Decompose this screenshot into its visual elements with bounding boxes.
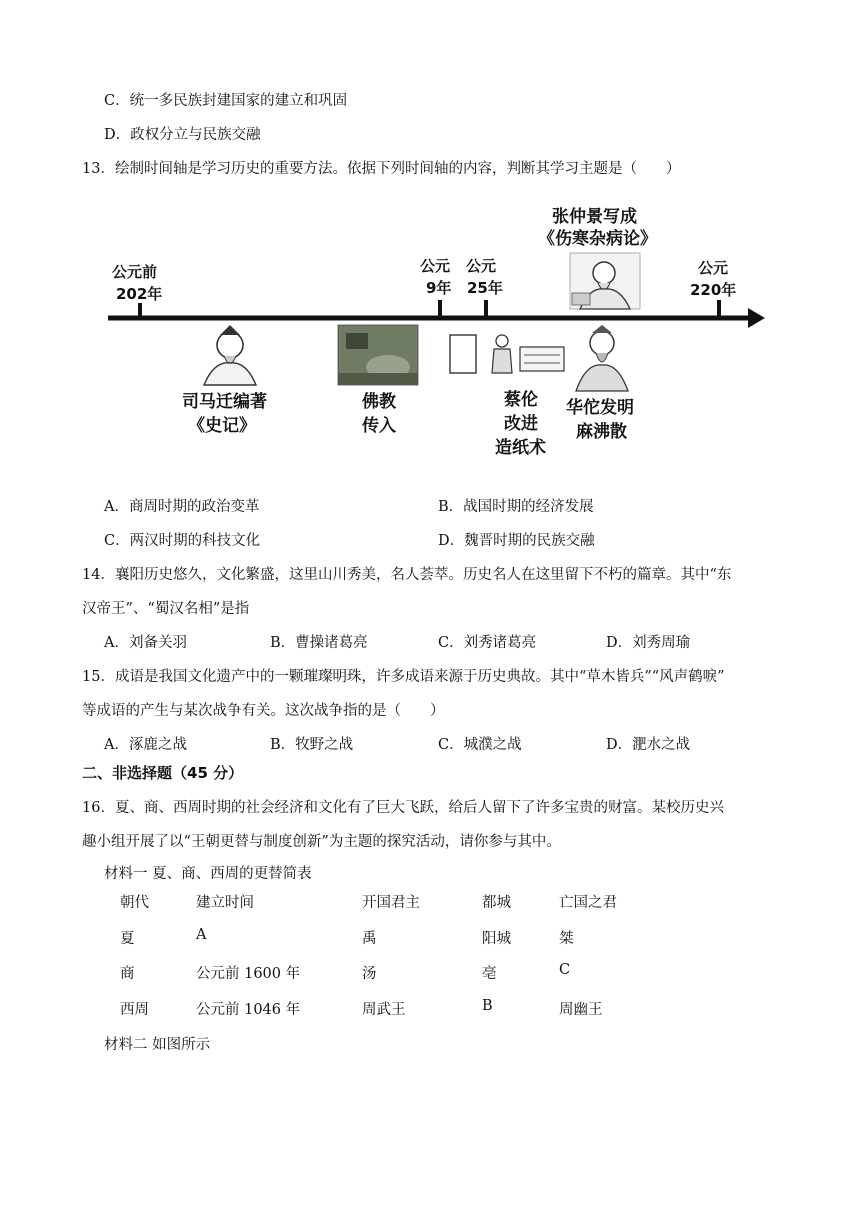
q15-option-d: D．淝水之战	[606, 737, 691, 753]
table-header-cell: 朝代	[120, 895, 149, 911]
q14-stem-line1: 14．襄阳历史悠久，文化繁盛，这里山川秀美，名人荟萃。历史名人在这里留下不朽的篇章。其中“东	[82, 567, 732, 583]
q13-option-d: D．魏晋时期的民族交融	[438, 533, 595, 549]
q12-option-c: C．统一多民族封建国家的建立和巩固	[104, 93, 348, 109]
q13-option-a: A．商周时期的政治变革	[104, 499, 260, 515]
label-huatuo-line1: 华佗发明	[566, 398, 634, 418]
q15-stem-line1: 15．成语是我国文化遗产中的一颗璀璨明珠，许多成语来源于历史典故。其中“草木皆兵”“风声鹤唳”	[82, 669, 725, 685]
year-25-line1: 公元	[466, 257, 497, 275]
label-cailun-line2: 改进	[504, 414, 538, 434]
table-cell: 禹	[362, 931, 377, 947]
table-header-cell: 亡国之君	[559, 895, 617, 911]
table-header-cell: 建立时间	[196, 895, 254, 911]
q15-option-a: A．涿鹿之战	[104, 737, 187, 753]
label-cailun-line1: 蔡伦	[504, 390, 538, 410]
q15-stem-line2: 等成语的产生与某次战争有关。这次战争指的是（ ）	[82, 703, 445, 719]
year-220-line2: 220年	[690, 281, 737, 299]
table-cell: A	[196, 927, 207, 943]
q16-stem-line2: 趣小组开展了以“王朝更替与制度创新”为主题的探究活动，请你参与其中。	[82, 834, 561, 850]
table-header-cell: 都城	[482, 895, 511, 911]
table-cell: 周幽王	[559, 1002, 603, 1018]
timeline-arrow-icon	[748, 308, 765, 328]
table-cell: 西周	[120, 1002, 149, 1018]
q12-option-d: D．政权分立与民族交融	[104, 127, 261, 143]
q13-option-c: C．两汉时期的科技文化	[104, 533, 261, 549]
table-cell: 桀	[559, 931, 574, 947]
year-202bc-line2: 202年	[116, 285, 163, 303]
material2-title: 材料二 如图所示	[104, 1037, 211, 1053]
q14-option-d: D．刘秀周瑜	[606, 635, 691, 651]
table-cell: 亳	[482, 966, 497, 982]
table-cell: 商	[120, 966, 135, 982]
q15-option-b: B．牧野之战	[270, 737, 354, 753]
zhang-zhongjing-portrait	[570, 253, 640, 309]
section2-title: 二、非选择题（45 分）	[82, 764, 244, 782]
label-fojiao-line2: 传入	[362, 416, 396, 436]
year-220-line1: 公元	[698, 259, 729, 277]
q13-stem: 13．绘制时间轴是学习历史的重要方法。依据下列时间轴的内容，判断其学习主题是（ ）	[82, 161, 681, 177]
year-9-line2: 9年	[426, 279, 452, 297]
year-202bc-line1: 公元前	[112, 263, 158, 281]
sima-qian-portrait	[204, 325, 256, 385]
label-zhang-line2: 《伤寒杂病论》	[538, 229, 657, 249]
label-cailun-line3: 造纸术	[495, 438, 546, 455]
q13-option-b: B．战国时期的经济发展	[438, 499, 594, 515]
table-cell: C	[559, 962, 571, 978]
table-cell: 公元前 1600 年	[196, 966, 301, 982]
papermaking-illustration	[450, 335, 564, 373]
label-sima-line1: 司马迁编著	[182, 392, 267, 412]
table-cell: 夏	[120, 931, 135, 947]
year-25-line2: 25年	[467, 279, 503, 297]
label-sima-line2: 《史记》	[188, 416, 256, 436]
table-cell: 公元前 1046 年	[196, 1002, 301, 1018]
label-zhang-line1: 张仲景写成	[552, 207, 637, 227]
q15-option-c: C．城濮之战	[438, 737, 522, 753]
q14-option-b: B．曹操诸葛亮	[270, 635, 368, 651]
label-huatuo-line2: 麻沸散	[576, 422, 627, 442]
table-header-cell: 开国君主	[362, 895, 420, 911]
year-9-line1: 公元	[420, 257, 451, 275]
table-cell: 汤	[362, 966, 377, 982]
hua-tuo-portrait	[576, 325, 628, 391]
table-cell: B	[482, 998, 493, 1014]
q14-option-a: A．刘备关羽	[104, 635, 187, 651]
label-fojiao-line1: 佛教	[362, 392, 396, 412]
table-cell: 阳城	[482, 931, 511, 947]
table-cell: 周武王	[362, 1002, 406, 1018]
material1-title: 材料一 夏、商、西周的更替简表	[104, 866, 312, 882]
q16-stem-line1: 16．夏、商、西周时期的社会经济和文化有了巨大飞跃，给后人留下了许多宝贵的财富。某校历史兴	[82, 800, 724, 816]
buddhism-photo	[338, 325, 418, 385]
timeline-figure	[100, 195, 770, 455]
q14-stem-line2: 汉帝王”、“蜀汉名相”是指	[82, 601, 250, 617]
q14-option-c: C．刘秀诸葛亮	[438, 635, 537, 651]
